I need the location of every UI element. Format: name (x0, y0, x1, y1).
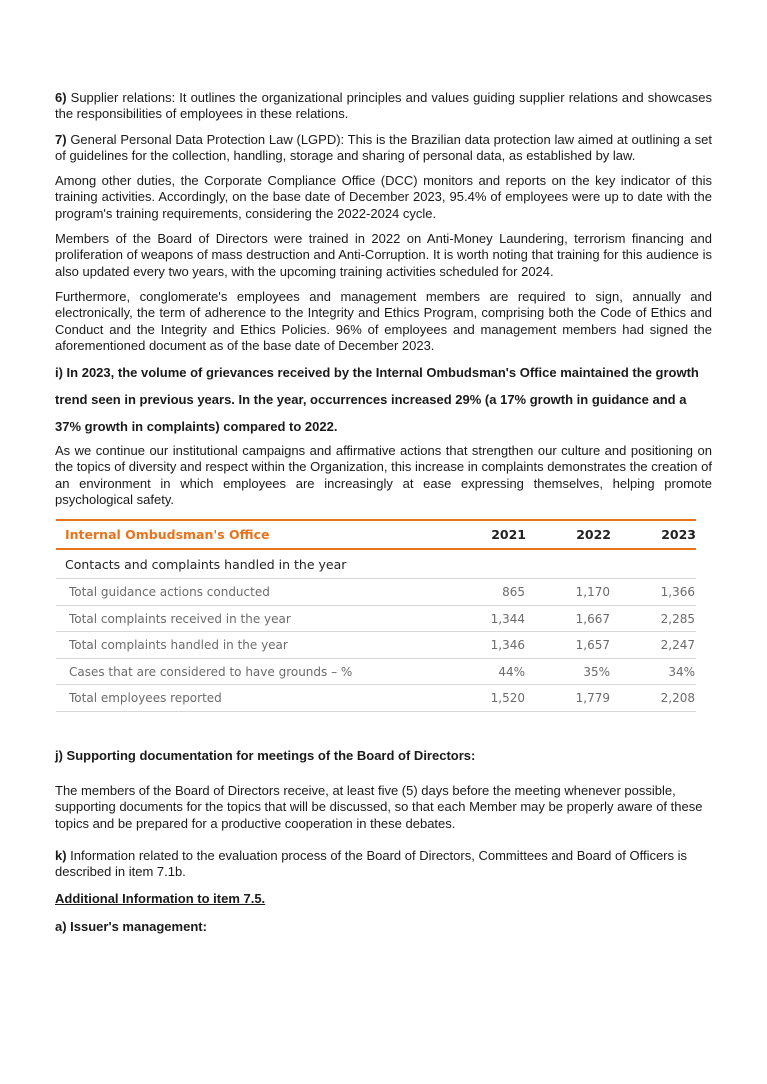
paragraph-supplier-relations (55, 90, 712, 123)
cell-2023: 34% (611, 658, 696, 685)
year-header: 2022 (526, 520, 611, 549)
table-row (56, 658, 696, 685)
table-subheader: Contacts and complaints handled in the year (56, 549, 696, 579)
paragraph-furthermore: Furthermore, conglomerate's employees and management members are required to sign, annually and electronically, the term of adherence to the Integrity and Ethics Program, comprising both the Code of Ethics and Conduct and the Integrity and Ethics Policies. 96% of employees and management members had signed the aforementioned document as of the base date of December 2023. (55, 288, 712, 353)
cell-2021: 865 (441, 579, 526, 606)
table-row (56, 685, 696, 712)
heading-i: i) In 2023, the volume of grievances received by the Internal Ombudsman's Office maintained the growth trend seen in previous years. In the year, occurrences increased 29% (a 17% growth in guidance and a 37% growth in complaints) compared to 2022. (55, 365, 699, 435)
table-row (56, 632, 696, 659)
heading-additional-info: Additional Information to item 7.5. (55, 890, 266, 906)
row-label: Cases that are considered to have grounds – % (56, 658, 441, 685)
item-number: 6) (55, 90, 67, 105)
cell-2022: 1,657 (526, 632, 611, 659)
row-label: Total complaints handled in the year (56, 632, 441, 659)
row-label: Total guidance actions conducted (56, 579, 441, 606)
paragraph-lgpd (55, 132, 712, 165)
row-label: Total complaints received in the year (56, 605, 441, 632)
table-row (56, 605, 696, 632)
cell-2022: 1,779 (526, 685, 611, 712)
cell-2021: 1,346 (441, 632, 526, 659)
cell-2023: 2,208 (611, 685, 696, 712)
cell-2022: 1,170 (526, 579, 611, 606)
item-number: k) (55, 848, 67, 864)
paragraph-text: Supplier relations: It outlines the organizational principles and values guiding supplier relations and showcases the responsibilities of employees in these relations. (55, 90, 712, 122)
paragraph-dcc: Among other duties, the Corporate Compliance Office (DCC) monitors and reports on the key indicator of this training activities. Accordingly, on the base date of December 2023, 95.4% of employees were up to date with the program's training requirements, considering the 2022-2024 cycle. (55, 173, 712, 221)
paragraph-text: General Personal Data Protection Law (LGPD): This is the Brazilian data protection law aimed at outlining a set of guidelines for the collection, handling, storage and sharing of personal data, as established by law. (55, 131, 712, 163)
cell-2021: 44% (441, 658, 526, 685)
cell-2022: 1,667 (526, 605, 611, 632)
row-label: Total employees reported (56, 685, 441, 712)
heading-j: j) Supporting documentation for meetings of the Board of Directors: (55, 747, 476, 763)
table-row (56, 579, 696, 606)
table-title: Internal Ombudsman's Office (56, 520, 441, 549)
cell-2023: 2,247 (611, 632, 696, 659)
item-number: 7) (55, 131, 67, 147)
paragraph-supporting-docs: The members of the Board of Directors receive, at least five (5) days before the meeting whenever possible, supporting documents for the topics that will be discussed, so that each Member may be properly aware of these topics and be prepared for a productive cooperation in these debates. (55, 783, 703, 831)
paragraph-evaluation (55, 848, 712, 881)
ombudsman-table (56, 519, 696, 712)
table-header-row (56, 520, 696, 549)
paragraph-campaigns: As we continue our institutional campaigns and affirmative actions that strengthen our culture and positioning on the topics of diversity and respect within the Organization, this increase in complaints demonstrates the creation of an environment in which employees are increasingly at ease expressing themselves, helping promote psychological safety. (55, 443, 712, 508)
table-subheader-row (56, 549, 696, 579)
paragraph-text: Information related to the evaluation process of the Board of Directors, Committees and Board of Officers is described in item 7.1b. (55, 848, 688, 880)
document-page (55, 90, 712, 935)
year-header: 2021 (441, 520, 526, 549)
cell-2021: 1,344 (441, 605, 526, 632)
cell-2023: 2,285 (611, 605, 696, 632)
cell-2022: 35% (526, 658, 611, 685)
cell-2023: 1,366 (611, 579, 696, 606)
ombudsman-table-wrapper (56, 519, 696, 712)
cell-2021: 1,520 (441, 685, 526, 712)
heading-issuer-management: a) Issuer's management: (55, 918, 207, 934)
year-header: 2023 (611, 520, 696, 549)
paragraph-board-training: Members of the Board of Directors were trained in 2022 on Anti-Money Laundering, terrorism financing and proliferation of weapons of mass destruction and Anti-Corruption. It is worth noting that training for this audience is also updated every two years, with the upcoming training activities scheduled for 2024. (55, 231, 712, 279)
